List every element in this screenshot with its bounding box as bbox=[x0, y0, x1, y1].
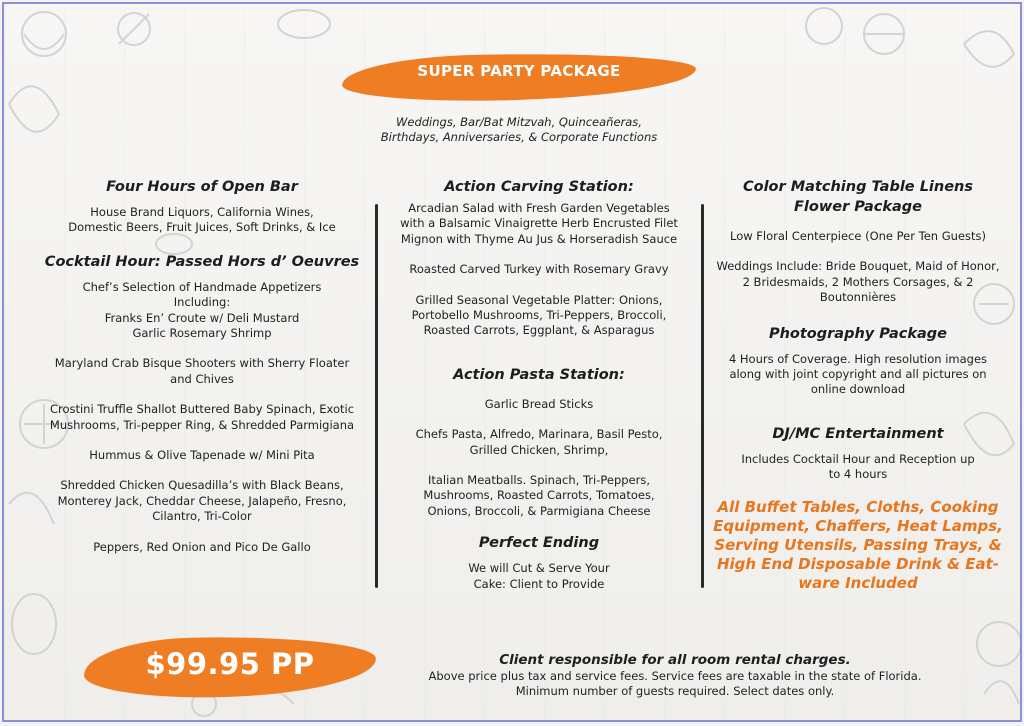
perfect-ending-heading: Perfect Ending bbox=[478, 535, 600, 552]
appetizer-item: Shredded Chicken Quesadilla’s with Black Beans, Monterey Jack, Cheddar Cheese, Jalapeño, Fresno, Cilantro, Tri-Color bbox=[57, 478, 347, 524]
pasta-station-heading: Action Pasta Station: bbox=[453, 366, 625, 383]
linens-item: Weddings Include: Bride Bouquet, Maid of Honor, 2 Bridesmaids, 2 Mothers Corsages, & 2 Boutonnières bbox=[716, 259, 1000, 305]
footer-terms bbox=[419, 652, 931, 699]
linens-item: Low Floral Centerpiece (One Per Ten Guests) bbox=[730, 229, 986, 243]
tax-fees-note: Above price plus tax and service fees. Service fees are taxable in the state of Florida. bbox=[428, 669, 922, 683]
price-per-person: $99.95 PP bbox=[145, 647, 315, 681]
pasta-item: Italian Meatballs. Spinach, Tri-Peppers, Mushrooms, Roasted Carrots, Tomatoes, Onions, Broccoli, & Parmigiana Cheese bbox=[423, 473, 655, 518]
event-types-line1: Weddings, Bar/Bat Mitzvah, Quinceañeras, bbox=[396, 115, 642, 129]
open-bar-text: House Brand Liquors, California Wines, Domestic Beers, Fruit Juices, Soft Drinks, & Ice bbox=[68, 205, 336, 235]
dj-mc-heading: DJ/MC Entertainment bbox=[772, 425, 944, 442]
carving-item: Roasted Carved Turkey with Rosemary Gravy bbox=[409, 262, 669, 277]
pasta-item: Chefs Pasta, Alfredo, Marinara, Basil Pesto, Grilled Chicken, Shrimp, bbox=[415, 427, 663, 457]
event-types-line2: Birthdays, Anniversaries, & Corporate Functions bbox=[380, 130, 658, 144]
guest-minimum-note: Minimum number of guests required. Select dates only. bbox=[515, 684, 835, 698]
event-types bbox=[304, 115, 734, 145]
appetizer-intro: Chef’s Selection of Handmade Appetizers Including: bbox=[82, 279, 322, 310]
left-column bbox=[32, 177, 372, 555]
included-equipment-note: All Buffet Tables, Cloths, Cooking Equipment, Chaffers, Heat Lamps, Serving Utensils, Passing Trays, & High End Disposable Drink & Eat-ware Included bbox=[713, 497, 1003, 592]
carving-item: Arcadian Salad with Fresh Garden Vegetables with a Balsamic Vinaigrette Herb Encrusted Filet Mignon with Thyme Au Jus & Horseradish Sauce bbox=[400, 201, 678, 246]
dj-mc-text: Includes Cocktail Hour and Reception up to 4 hours bbox=[741, 451, 975, 482]
appetizer-item: Peppers, Red Onion and Pico De Gallo bbox=[93, 539, 311, 554]
menu-flyer bbox=[2, 2, 1022, 722]
column-divider bbox=[701, 204, 704, 588]
cocktail-hour-heading: Cocktail Hour: Passed Hors d’ Oeuvres bbox=[44, 253, 360, 270]
column-divider bbox=[375, 204, 378, 588]
appetizer-item: Franks En’ Croute w/ Deli Mustard bbox=[104, 310, 300, 325]
open-bar-heading: Four Hours of Open Bar bbox=[106, 179, 298, 195]
carving-item: Grilled Seasonal Vegetable Platter: Onions, Portobello Mushrooms, Tri-Peppers, Broccoli, Roasted Carrots, Eggplant, & Asparagus bbox=[411, 292, 667, 338]
appetizer-item: Crostini Truffle Shallot Buttered Baby Spinach, Exotic Mushrooms, Tri-pepper Ring, & Shredded Parmigiana bbox=[49, 402, 355, 432]
right-column bbox=[710, 177, 1006, 593]
photography-text: 4 Hours of Coverage. High resolution images along with joint copyright and all pictures on online download bbox=[728, 351, 988, 397]
perfect-ending-text: We will Cut & Serve Your Cake: Client to Provide bbox=[468, 561, 610, 591]
pasta-item: Garlic Bread Sticks bbox=[484, 396, 594, 411]
page-title: SUPER PARTY PACKAGE bbox=[417, 62, 621, 80]
photography-heading: Photography Package bbox=[768, 325, 948, 342]
appetizer-item: Garlic Rosemary Shrimp bbox=[132, 326, 272, 341]
room-rental-note: Client responsible for all room rental charges. bbox=[499, 652, 851, 668]
carving-station-heading: Action Carving Station: bbox=[444, 179, 634, 195]
middle-column bbox=[384, 177, 694, 592]
appetizer-item: Maryland Crab Bisque Shooters with Sherry Floater and Chives bbox=[54, 356, 350, 386]
linens-flower-heading: Color Matching Table Linens Flower Package bbox=[742, 179, 974, 215]
appetizer-item: Hummus & Olive Tapenade w/ Mini Pita bbox=[89, 448, 315, 463]
